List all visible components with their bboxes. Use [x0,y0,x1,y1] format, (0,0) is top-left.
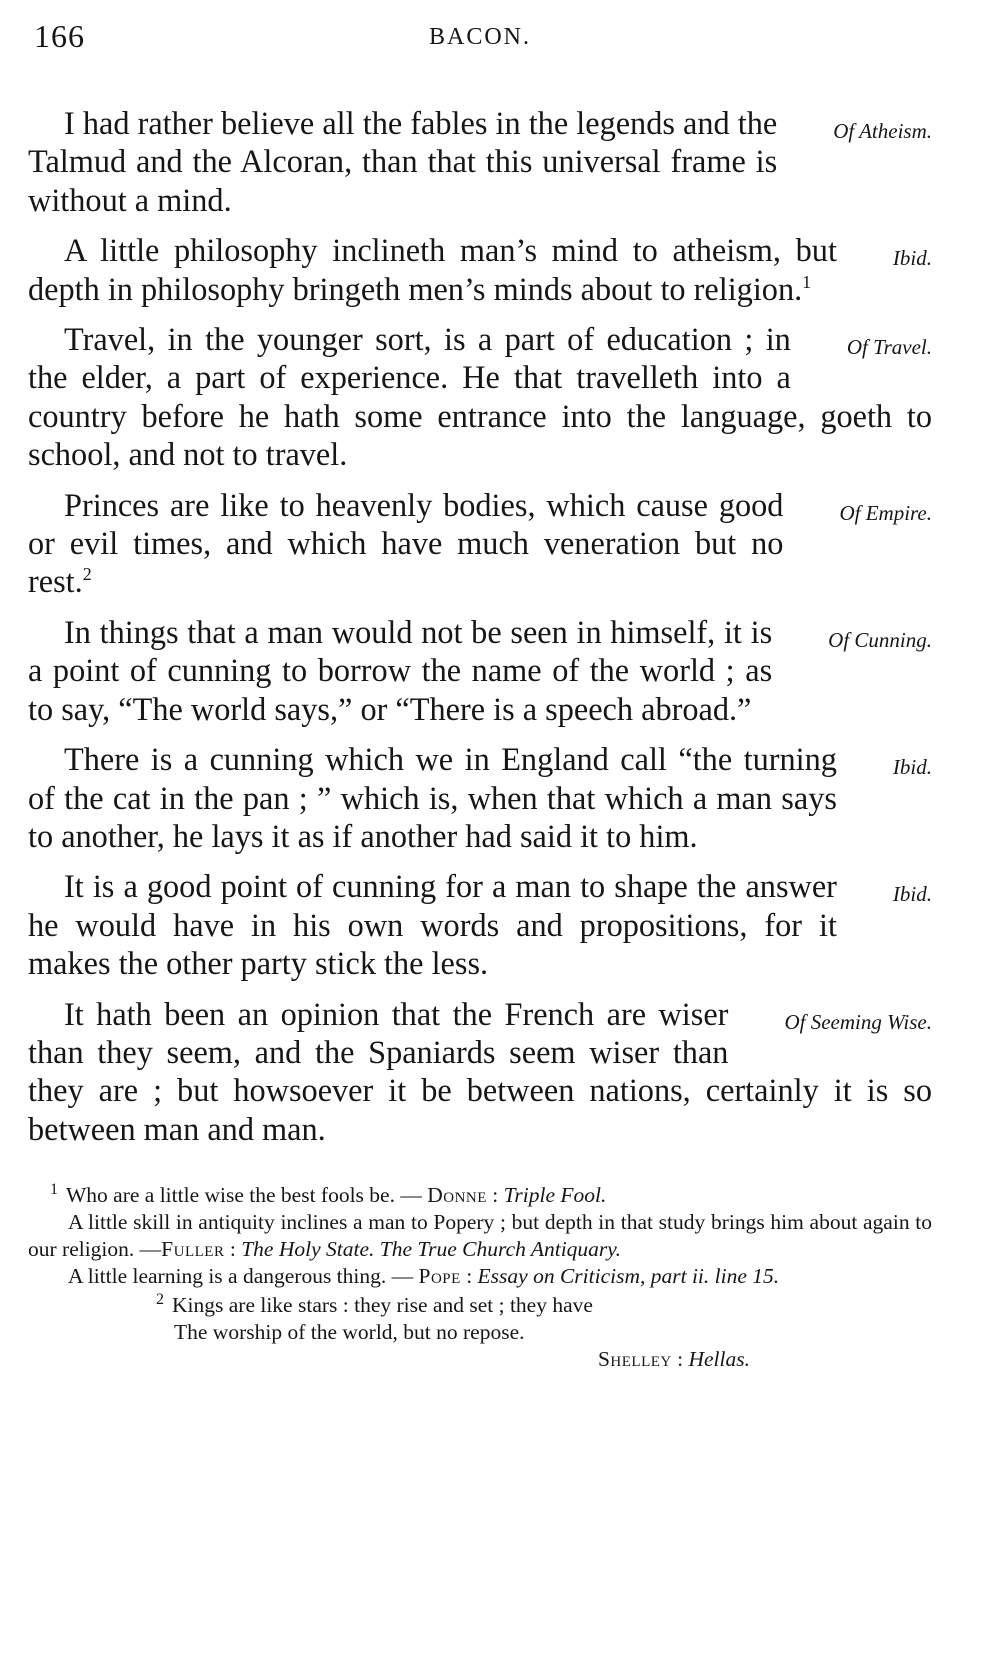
quotation-text: A little philosophy inclineth man’s mind to atheism, but depth in philosophy bringeth men’s minds about to religion. [28,232,837,307]
quotation-text: In things that a man would not be seen in himself, it is a point of cunning to borrow the name of the world ; as to say, “The world says,” or “There is a speech abroad.” [28,613,773,727]
quotation [28,867,932,982]
quotation-text: It is a good point of cunning for a man to shape the answer he would have in his own words and propositions, for it makes the other party stick the less. [28,868,837,982]
footnote-2 [156,1292,932,1373]
footnote-text: A little learning is a dangerous thing. — [68,1264,414,1289]
quotation [28,486,932,601]
footnote-reference[interactable]: 1 [802,271,812,292]
quotation-source: Ibid. [892,882,932,907]
quotation-source: Ibid. [892,246,932,271]
quotation [28,740,932,855]
quotation-text: I had rather believe all the fables in the legends and the Talmud and the Alcoran, than that this universal frame is without a mind. [28,105,778,218]
quotation [28,995,932,1149]
quotation [28,104,932,219]
quotation-text: Travel, in the younger sort, is a part of education ; in the elder, a part of experience. He that travelleth into a country before he hath some entrance into the language, goeth to school, and not to travel. [28,321,932,473]
footnote-reference[interactable]: 2 [82,564,92,585]
footnote-marker: 2 [156,1291,164,1308]
footnote-separator: : [466,1264,473,1289]
quotation-text: There is a cunning which we in England call “the turning of the cat in the pan ; ” which is, when that which a man says to another, he lays it as if another had said it to him. [28,741,837,854]
book-page [28,18,932,1373]
poem-text: Kings are like stars : they rise and set ; they have [172,1293,593,1318]
poem-line [156,1292,932,1319]
footnote-1 [28,1182,932,1209]
footnote-author: Pope [418,1264,461,1289]
poem-attribution [156,1346,932,1373]
quotation-text: Princes are like to heavenly bodies, which cause good or evil times, and which have much veneration but no rest. [28,486,784,600]
poem-line: The worship of the world, but no repose. [174,1320,525,1345]
footnote-marker: 1 [50,1181,58,1198]
quotation [28,613,932,728]
quotation [28,320,932,474]
quotation-source: Of Atheism. [833,119,932,143]
quotations-list [28,104,932,1148]
footnote-work: Hellas. [688,1347,750,1372]
page-header [28,18,932,70]
footnote-separator: : [229,1237,236,1262]
quotation-source: Of Cunning. [828,627,932,652]
footnote-separator: : [677,1347,684,1372]
page-number: 166 [34,18,85,54]
quotation-source: Of Travel. [846,335,932,360]
footnote-author: Fuller [161,1237,225,1262]
running-title: BACON. [428,24,531,50]
footnote-1-para [28,1209,932,1263]
footnote-work: The Holy State. The True Church Antiquary. [241,1237,622,1262]
footnote-author: Shelley [597,1347,672,1372]
footnotes [28,1182,932,1373]
footnote-text: Who are a little wise the best fools be. — [66,1183,422,1208]
quotation-source: Of Seeming Wise. [784,1009,932,1034]
footnote-author: Donne [427,1183,487,1208]
footnote-1-para [28,1263,932,1290]
footnote-work: Essay on Criticism, part ii. line 15. [477,1264,780,1289]
quotation-source: Ibid. [892,755,932,780]
footnote-separator: : [492,1183,499,1208]
footnote-text: A little skill in antiquity inclines a man to Popery ; but depth in that study brings him about again to our religion. — [28,1210,932,1262]
quotation-text: It hath been an opinion that the French are wiser than they seem, and the Spaniards seem wiser than they are ; but howsoever it be between nations, certainly it is so between man and man. [28,995,932,1147]
footnote-work: Triple Fool. [503,1183,607,1208]
quotation-source: Of Empire. [839,500,932,525]
quotation [28,231,932,308]
